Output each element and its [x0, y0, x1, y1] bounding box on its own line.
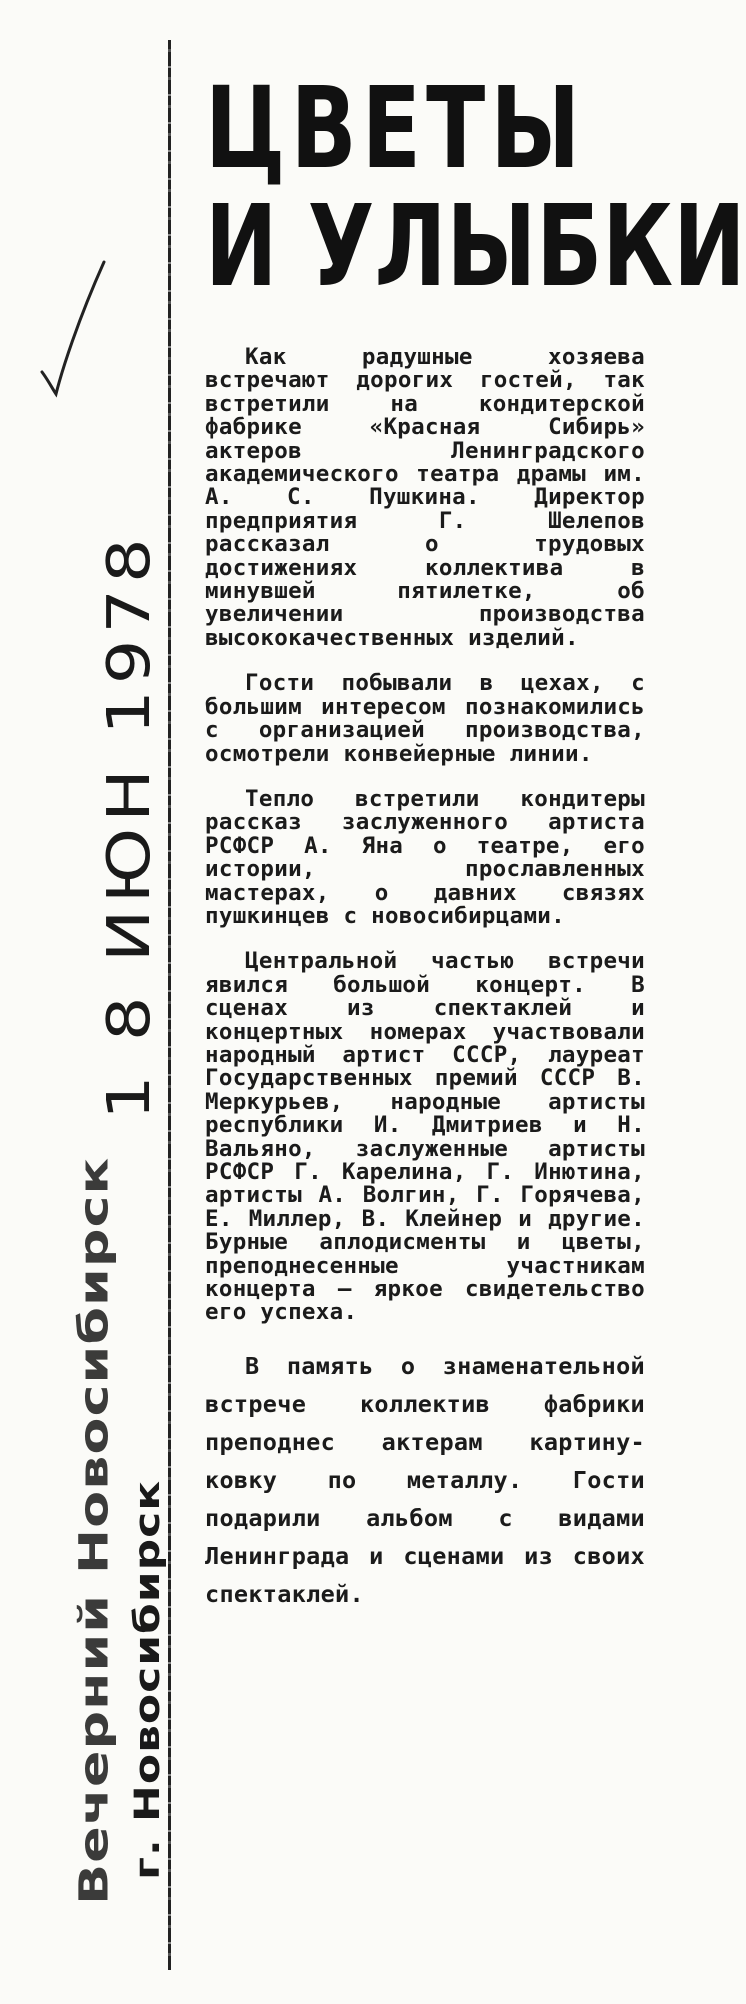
- article: [205, 64, 746, 1635]
- article-paragraph: Тепло встретили кондитеры рассказ заслуженного артиста РСФСР А. Яна о театре, его истории, прославленных мастерах, о давних связях пушкинцев с новосибирцами.: [205, 785, 645, 929]
- city-stamp: г. Новосибирск: [128, 1479, 168, 1880]
- article-paragraph: Центральной частью встречи явился большой концерт. В сценах из спектаклей и концертных номерах участвовали народный артист СССР, лауреат Государственных премий СССР В. Меркурьев, народные артисты республики И. Дмитриев и Н. Вальяно, заслуженные артисты РСФСР Г. Карелина, Г. Инютина, артисты А. Волгин, Г. Горячева, Е. Миллер, В. Клейнер и другие. Бурные аплодисменты и цветы, преподнесенные участникам концерта — яркое свидетельство его успеха.: [205, 948, 645, 1326]
- handwritten-check-mark-icon: [38, 260, 108, 400]
- newspaper-name-stamp: Вечерний Новосибирск: [70, 1156, 118, 1905]
- article-paragraph: В память о знаменательной встрече коллектив фабрики преподнес актерам картину-ковку по металлу. Гости подарили альбом с видами Ленинграда и сценами из своих спектаклей.: [205, 1351, 645, 1608]
- article-headline: [205, 64, 746, 312]
- article-paragraph: Гости побывали в цехах, с большим интересом познакомились с организацией производства, осмотрели конвейерные линии.: [205, 670, 645, 767]
- clipping-edge-divider: [168, 40, 171, 1970]
- date-stamp: 1 8 ИЮН 1978: [95, 532, 163, 1120]
- headline-line-1: ЦВЕТЫ: [205, 64, 586, 194]
- headline-line-2: И УЛЫБКИ: [205, 182, 746, 312]
- article-body: [205, 346, 645, 1613]
- article-paragraph: Как радушные хозяева встречают дорогих гостей, так встретили на кондитерской фабрике «Красная Сибирь» актеров Ленинградского академического театра драмы им. А. С. Пушкина. Директор предприятия Г. Шелепов рассказал о трудовых достижениях коллектива в минувшей пятилетке, об увеличении производства высококачественных изделий.: [205, 344, 645, 651]
